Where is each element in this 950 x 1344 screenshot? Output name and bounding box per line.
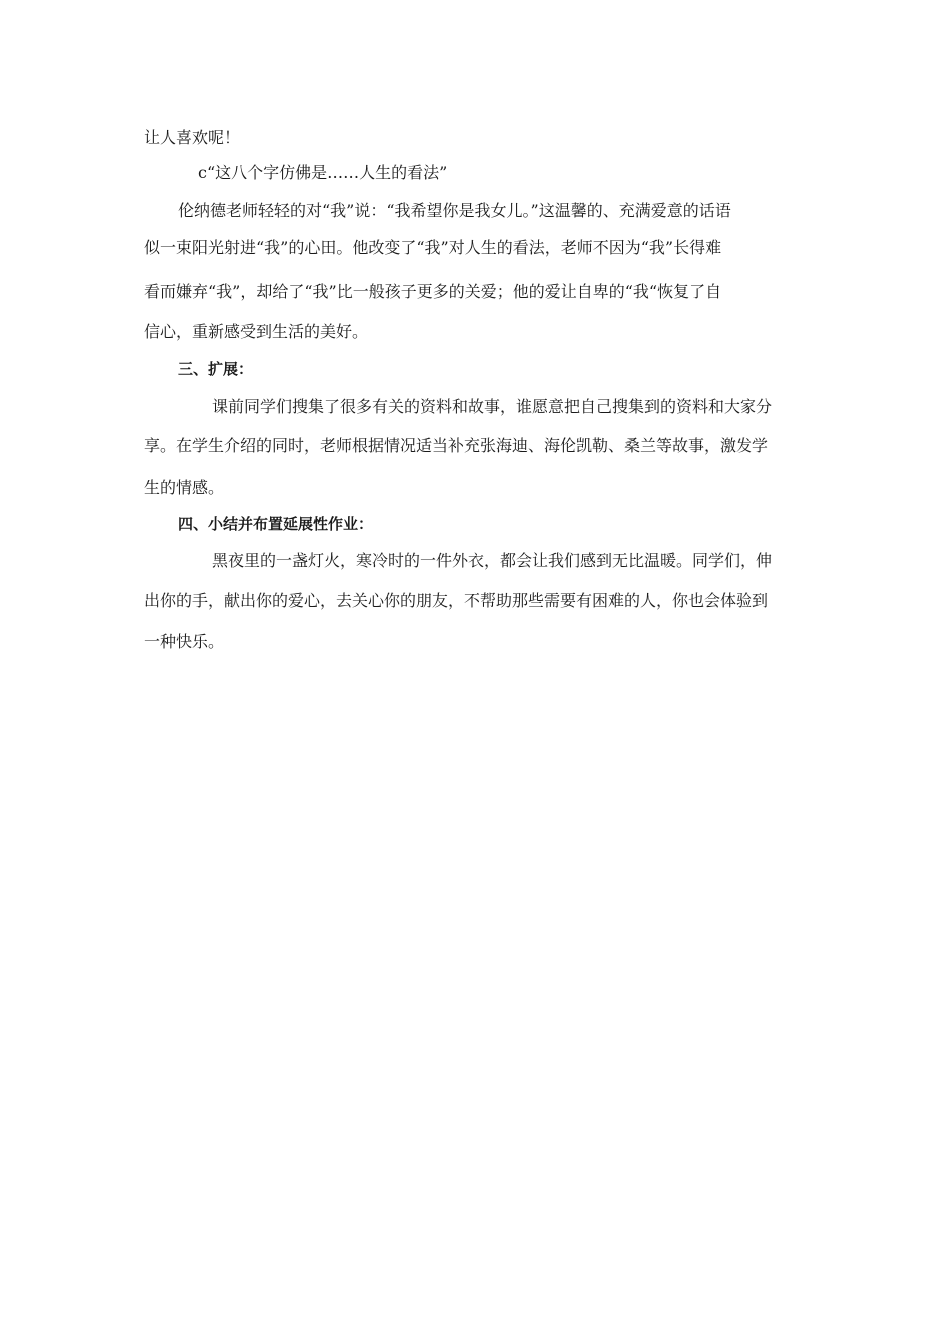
paragraph-line: 看而嫌弃“我”，却给了“我”比一般孩子更多的关爱；他的爱让自卑的“我“恢复了自 bbox=[144, 282, 722, 301]
quote-subheading: c“这八个字仿佛是……人生的看法” bbox=[198, 163, 448, 182]
paragraph-line: 黑夜里的一盏灯火，寒冷时的一件外衣，都会让我们感到无比温暖。同学们，伸 bbox=[212, 551, 773, 570]
paragraph-line: 享。在学生介绍的同时，老师根据情况适当补充张海迪、海伦凯勒、桑兰等故事，激发学 bbox=[144, 436, 769, 455]
paragraph-line: 生的情感。 bbox=[144, 478, 225, 497]
paragraph-line: 一种快乐。 bbox=[144, 632, 225, 651]
paragraph-line: 似一束阳光射进“我”的心田。他改变了“我”对人生的看法，老师不因为“我”长得难 bbox=[144, 238, 722, 257]
section-heading-summary: 四、小结并布置延展性作业： bbox=[178, 515, 374, 533]
paragraph-line: 课前同学们搜集了很多有关的资料和故事，谁愿意把自己搜集到的资料和大家分 bbox=[212, 397, 773, 416]
section-heading-expand: 三、扩展： bbox=[178, 360, 254, 378]
text-line: 让人喜欢呢！ bbox=[144, 128, 241, 147]
paragraph-line: 出你的手，献出你的爱心，去关心你的朋友，不帮助那些需要有困难的人，你也会体验到 bbox=[144, 591, 769, 610]
paragraph-line: 伦纳德老师轻轻的对“我”说：“我希望你是我女儿。”这温馨的、充满爱意的话语 bbox=[178, 201, 731, 220]
paragraph-line: 信心，重新感受到生活的美好。 bbox=[144, 322, 369, 341]
